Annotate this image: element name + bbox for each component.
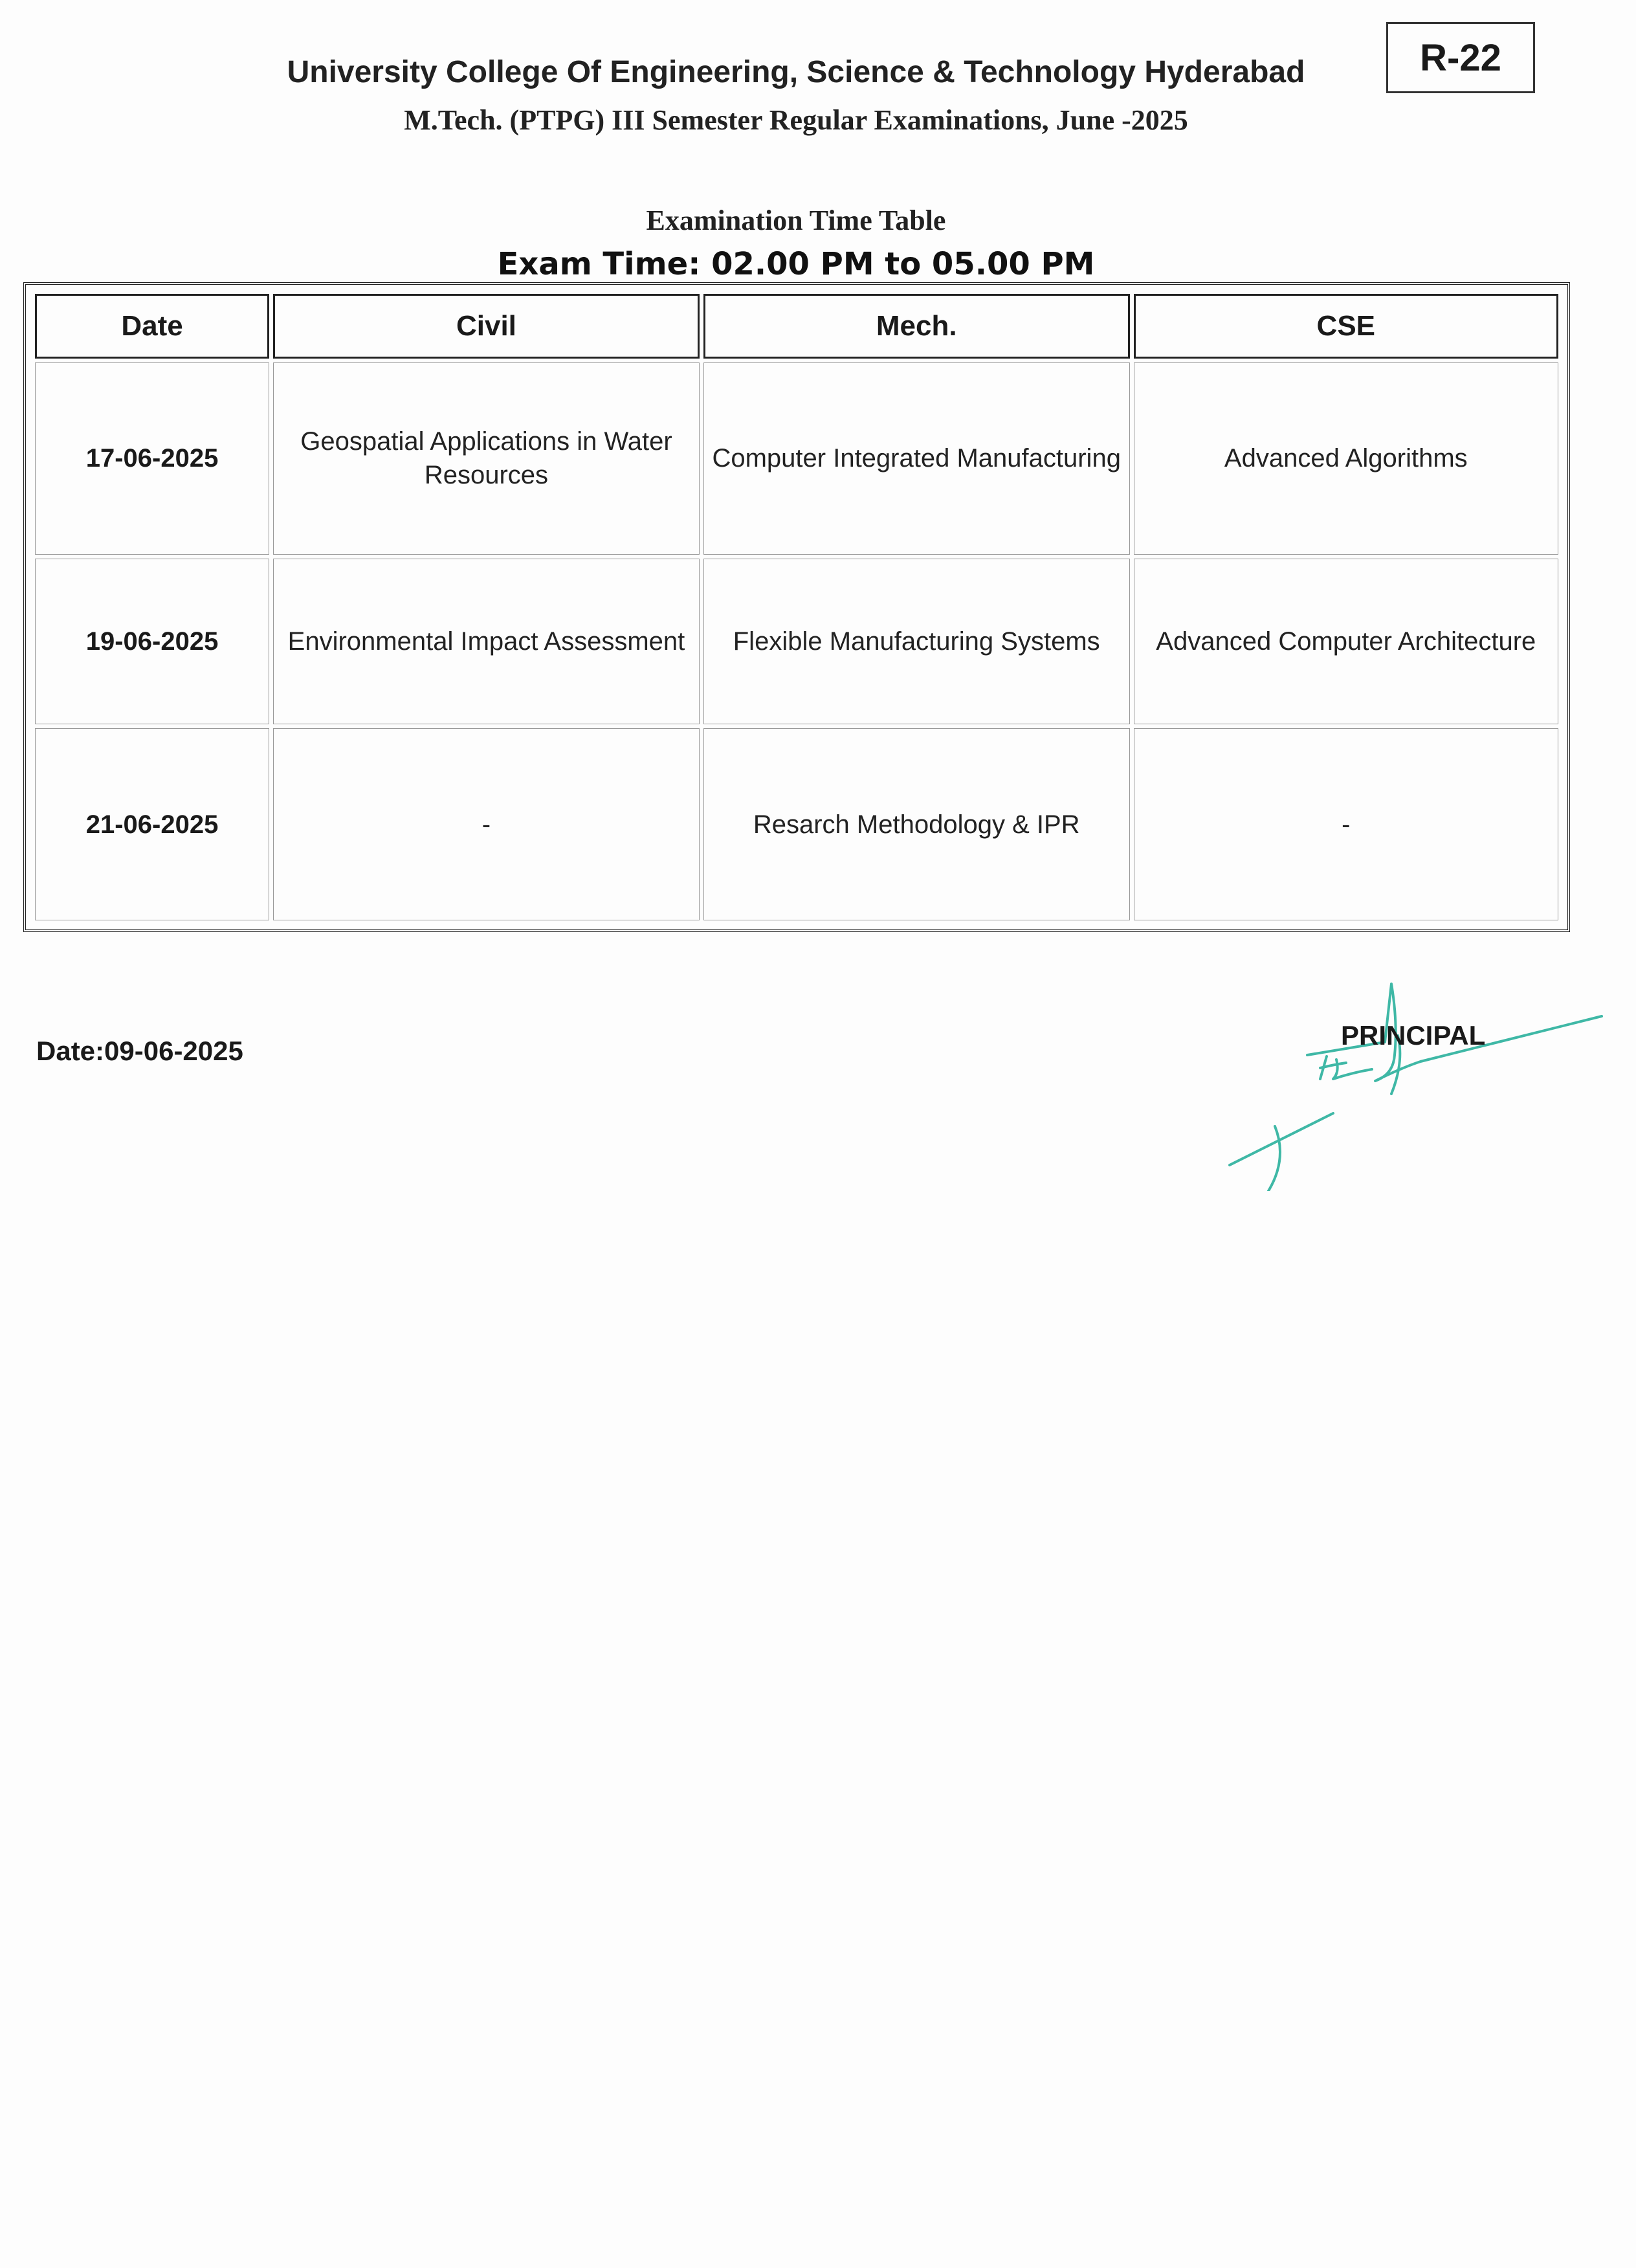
exam-date: 19-06-2025 bbox=[35, 559, 269, 724]
exam-date: 17-06-2025 bbox=[35, 362, 269, 555]
column-header-civil: Civil bbox=[273, 294, 700, 359]
college-name: University College Of Engineering, Science & Technology Hyderabad bbox=[287, 55, 1305, 89]
civil-subject: Geospatial Applications in Water Resources bbox=[273, 362, 700, 555]
civil-subject: - bbox=[273, 728, 700, 920]
mech-subject: Computer Integrated Manufacturing bbox=[703, 362, 1130, 555]
table-header-row bbox=[35, 294, 1558, 359]
column-header-cse: CSE bbox=[1134, 294, 1558, 359]
issue-date: Date:09-06-2025 bbox=[36, 1036, 243, 1066]
exam-time: Exam Time: 02.00 PM to 05.00 PM bbox=[497, 246, 1095, 282]
signatory-title: PRINCIPAL bbox=[1341, 1020, 1486, 1051]
timetable-frame bbox=[23, 282, 1570, 932]
civil-subject: Environmental Impact Assessment bbox=[273, 559, 700, 724]
timetable-title: Examination Time Table bbox=[646, 205, 946, 236]
exam-title: M.Tech. (PTPG) III Semester Regular Examinations, June -2025 bbox=[404, 104, 1188, 136]
mech-subject: Resarch Methodology & IPR bbox=[703, 728, 1130, 920]
column-header-date: Date bbox=[35, 294, 269, 359]
principal-signature bbox=[1204, 958, 1605, 1191]
regulation-badge: R-22 bbox=[1386, 22, 1535, 93]
cse-subject: Advanced Computer Architecture bbox=[1134, 559, 1558, 724]
column-header-mech: Mech. bbox=[703, 294, 1130, 359]
cse-subject: - bbox=[1134, 728, 1558, 920]
exam-date: 21-06-2025 bbox=[35, 728, 269, 920]
signature-strokes bbox=[1230, 984, 1602, 1191]
timetable bbox=[31, 290, 1562, 924]
table-row bbox=[35, 559, 1558, 724]
table-row bbox=[35, 728, 1558, 920]
mech-subject: Flexible Manufacturing Systems bbox=[703, 559, 1130, 724]
table-row bbox=[35, 362, 1558, 555]
cse-subject: Advanced Algorithms bbox=[1134, 362, 1558, 555]
